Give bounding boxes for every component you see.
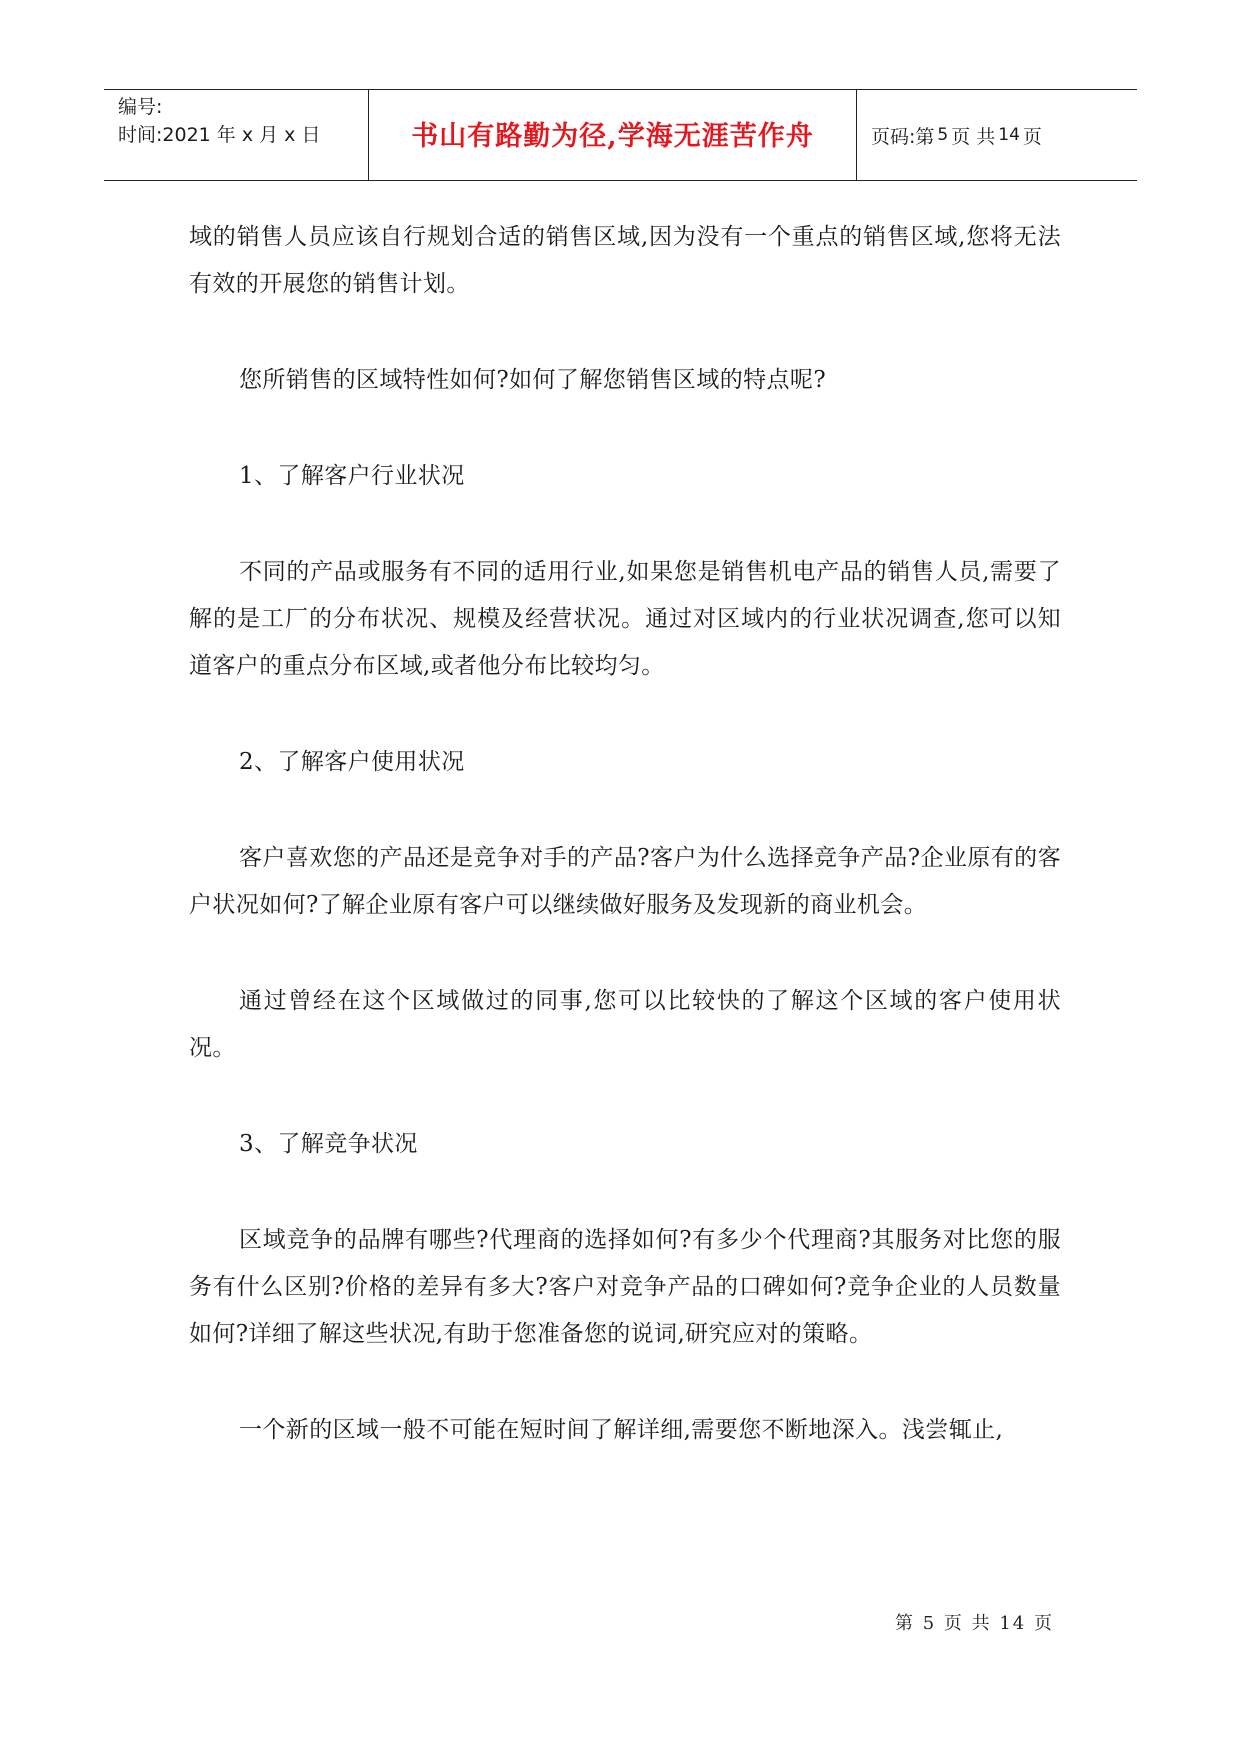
page-header <box>104 89 1137 181</box>
section-heading: 2、了解客户使用状况 <box>239 749 465 775</box>
header-page-cell <box>857 90 1137 180</box>
paragraph: 通过曾经在这个区域做过的同事,您可以比较快的了解这个区域的客户使用状况。 <box>189 988 1061 1061</box>
page-prefix: 页码:第 <box>871 125 935 148</box>
document-body <box>189 214 1061 1454</box>
section-heading: 3、了解竞争状况 <box>239 1131 418 1157</box>
document-time-label: 时间:2021 年 x 月 x 日 <box>118 124 321 146</box>
section-heading: 1、了解客户行业状况 <box>239 463 465 489</box>
header-motto-cell <box>369 90 857 180</box>
page-total: 14 <box>998 125 1020 145</box>
page-footer: 第 5 页 共 14 页 <box>895 1613 1054 1634</box>
page-suffix: 页 <box>1022 125 1042 148</box>
page-mid: 页 共 <box>951 125 996 148</box>
paragraph: 您所销售的区域特性如何?如何了解您销售区域的特点呢? <box>239 367 827 393</box>
header-motto: 书山有路勤为径,学海无涯苦作舟 <box>411 120 814 152</box>
paragraph: 客户喜欢您的产品还是竞争对手的产品?客户为什么选择竞争产品?企业原有的客户状况如何?了解企业原有客户可以继续做好服务及发现新的商业机会。 <box>189 845 1061 918</box>
paragraph: 一个新的区域一般不可能在短时间了解详细,需要您不断地深入。浅尝辄止, <box>239 1417 1004 1443</box>
paragraph: 区域竞争的品牌有哪些?代理商的选择如何?有多少个代理商?其服务对比您的服务有什么区别?价格的差异有多大?客户对竞争产品的口碑如何?竞争企业的人员数量如何?详细了解这些状况,有助于您准备您的说词,研究应对的策略。 <box>189 1227 1061 1347</box>
paragraph: 域的销售人员应该自行规划合适的销售区域,因为没有一个重点的销售区域,您将无法有效的开展您的销售计划。 <box>189 224 1061 297</box>
header-meta-cell <box>104 90 369 180</box>
page-current: 5 <box>937 125 949 145</box>
paragraph: 不同的产品或服务有不同的适用行业,如果您是销售机电产品的销售人员,需要了解的是工厂的分布状况、规模及经营状况。通过对区域内的行业状况调查,您可以知道客户的重点分布区域,或者他分布比较均匀。 <box>189 559 1061 679</box>
document-number-label: 编号: <box>118 96 163 118</box>
